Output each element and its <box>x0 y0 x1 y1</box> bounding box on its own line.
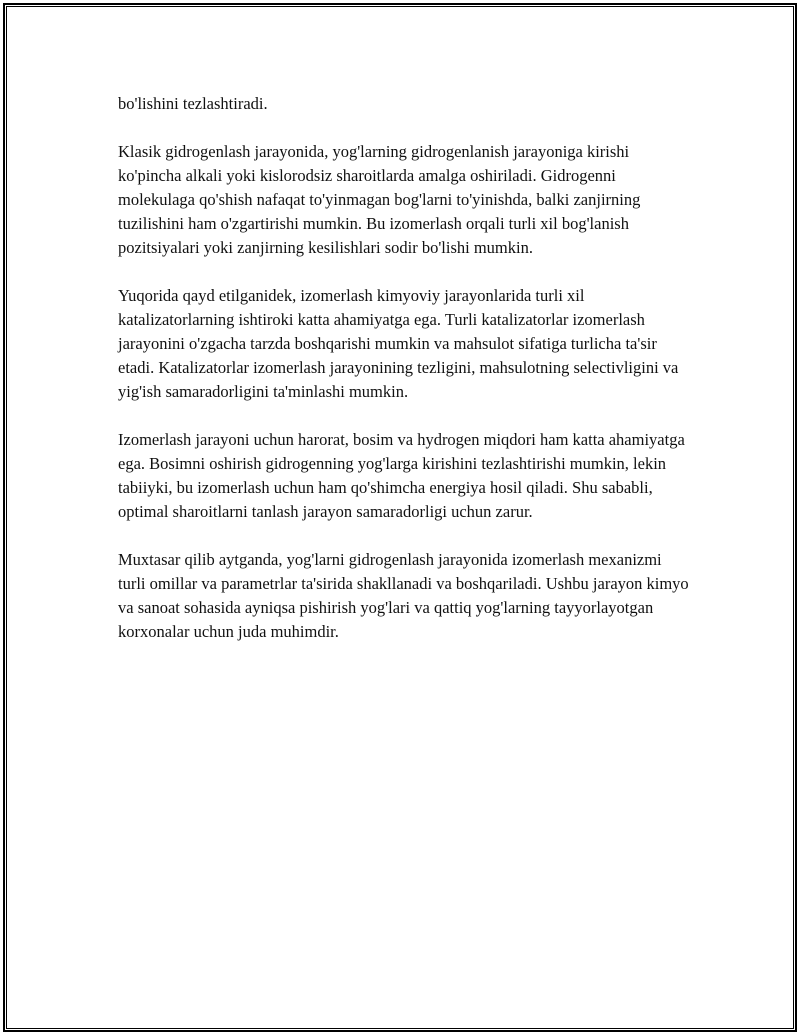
document-body <box>118 92 693 668</box>
paragraph-5: Muxtasar qilib aytganda, yog'larni gidrogenlash jarayonida izomerlash mexanizmi turli omillar va parametrlar ta'sirida shakllanadi va boshqariladi. Ushbu jarayon kimyo va sanoat sohasida ayniqsa pishirish yog'lari va qattiq yog'larning tayyorlayotgan korxonalar uchun juda muhimdir. <box>118 550 689 641</box>
paragraph-1: bo'lishini tezlashtiradi. <box>118 94 268 113</box>
paragraph-4: Izomerlash jarayoni uchun harorat, bosim va hydrogen miqdori ham katta ahamiyatga ega. Bosimni oshirish gidrogenning yog'larga kirishini tezlashtirishi mumkin, lekin tabiiyki, bu izomerlash uchun ham qo'shimcha energiya hosil qiladi. Shu sababli, optimal sharoitlarni tanlash jarayon samaradorligi uchun zarur. <box>118 430 685 521</box>
paragraph-3: Yuqorida qayd etilganidek, izomerlash kimyoviy jarayonlarida turli xil katalizatorlarning ishtiroki katta ahamiyatga ega. Turli katalizatorlar izomerlash jarayonini o'zgacha tarzda boshqarishi mumkin va mahsulot sifatiga turlicha ta'sir etadi. Katalizatorlar izomerlash jarayonining tezligini, mahsulotning selectivligini va yig'ish samaradorligini ta'minlashi mumkin. <box>118 286 679 401</box>
paragraph-2: Klasik gidrogenlash jarayonida, yog'larning gidrogenlanish jarayoniga kirishi ko'pincha alkali yoki kislorodsiz sharoitlarda amalga oshiriladi. Gidrogenni molekulaga qo'shish nafaqat to'yinmagan bog'larni to'yinishda, balki zanjirning tuzilishini ham o'zgartirishi mumkin. Bu izomerlash orqali turli xil bog'lanish pozitsiyalari yoki zanjirning kesilishlari sodir bo'lishi mumkin. <box>118 142 641 257</box>
